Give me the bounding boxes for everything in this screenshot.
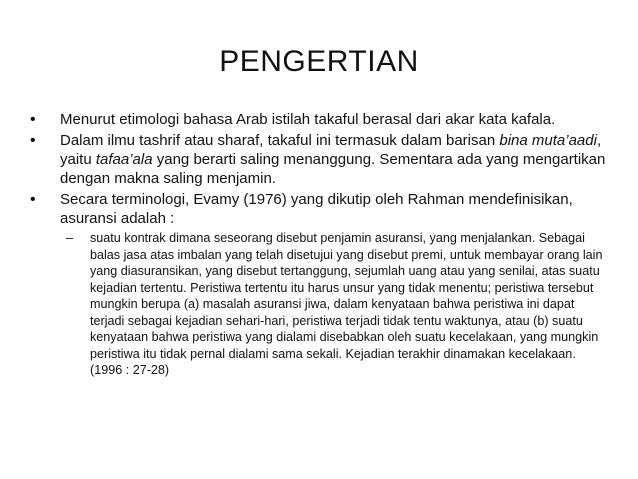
sub-bullet-item: [66, 230, 610, 379]
text-run: yang berarti saling menanggung. Sementara ada yang mengartikan dengan makna saling menjamin.: [60, 151, 606, 187]
bullet-text: [60, 131, 610, 188]
bullet-text: Menurut etimologi bahasa Arab istilah takaful berasal dari akar kata kafala.: [60, 111, 556, 128]
bullet-marker: •: [30, 111, 36, 128]
italic-term: tafaa’ala: [95, 151, 153, 168]
bullet-marker: •: [30, 191, 36, 208]
bullet-item: [30, 131, 610, 188]
bullet-item: [30, 110, 610, 129]
text-run: Dalam ilmu tashrif atau sharaf, takaful ini termasuk dalam barisan: [60, 132, 500, 149]
text-run: , yaitu: [60, 132, 602, 168]
italic-term: bina muta’aadi: [499, 132, 597, 149]
bullet-marker: •: [30, 132, 36, 149]
bullet-item: [30, 190, 610, 228]
bullet-list: [30, 110, 610, 379]
sub-bullet-marker: –: [66, 230, 74, 245]
bullet-text: Secara terminologi, Evamy (1976) yang dikutip oleh Rahman mendefinisikan, asuransi adalah :: [60, 191, 573, 227]
slide-title: PENGERTIAN: [219, 45, 419, 78]
sub-bullet-text: suatu kontrak dimana seseorang disebut penjamin asuransi, yang menjalankan. Sebagai balas jasa atas imbalan yang telah disetujui yang disebut premi, untuk membayar orang lain yang diasuransikan, yang disebut tertanggung, sejumlah uang atau yang senilai, atas suatu kejadian tertentu. Peristiwa tertentu itu harus unsur yang tidak menentu; peristiwa tersebut mungkin berupa (a) masalah asuransi jiwa, dalam kenyataan bahwa peristiwa ini dapat terjadi sebagai kejadian sehari-hari, peristiwa terjadi tidak tentu waktunya, atau (b) suatu kenyataan bahwa peristiwa yang dialami disebabkan oleh suatu kecelakaan, yang mungkin peristiwa itu tidak pernal dialami sama sekali. Kejadian terakhir dinamakan kecelakaan. (1996 : 27-28): [90, 231, 603, 377]
